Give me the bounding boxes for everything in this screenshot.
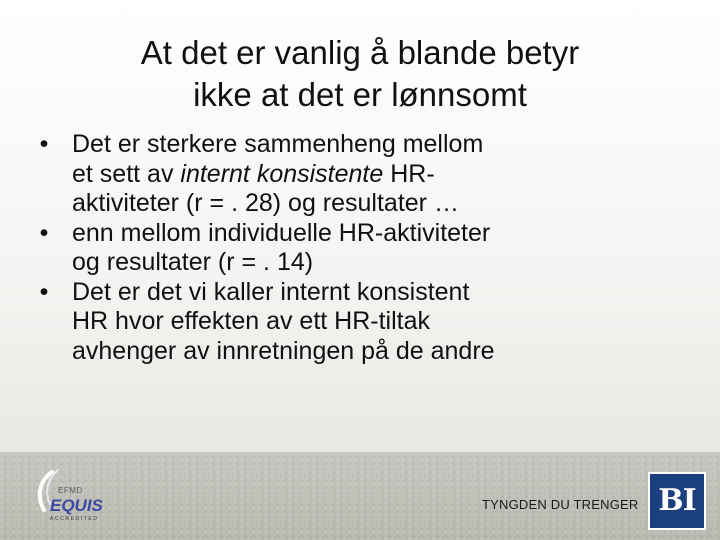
bullet-icon: • [39, 218, 49, 247]
bullet-list [34, 130, 694, 366]
bullet-1-line-2-text: et sett av [72, 159, 181, 188]
bullet-item-1 [34, 130, 694, 219]
slide-title [60, 32, 660, 116]
efmd-label: EFMD [58, 486, 83, 495]
bullet-1-line-2 [72, 160, 694, 190]
accredited-label: ACCREDITED [50, 516, 99, 522]
bullet-2-line-2: og resultater (r = . 14) [72, 248, 314, 276]
footer-bar [0, 452, 720, 540]
bullet-item-2 [34, 219, 694, 278]
bullet-icon: • [39, 277, 49, 306]
title-line-2: ikke at det er lønnsomt [193, 76, 527, 113]
bullet-3-line-2: HR hvor effekten av ett HR-tiltak [72, 307, 431, 335]
bullet-1-line-2-tail: HR- [383, 159, 435, 188]
equis-label: EQUIS [50, 496, 103, 515]
footer-slogan: TYNGDEN DU TRENGER [482, 497, 639, 512]
equis-logo [30, 466, 110, 528]
bi-logo-text: BI [658, 483, 696, 518]
bullet-3-line-1: Det er det vi kaller internt konsistent [72, 277, 470, 306]
bullet-2-line-1: enn mellom individuelle HR-aktiviteter [72, 218, 491, 247]
bullet-1-emphasis: internt konsistente [180, 159, 384, 188]
title-line-1: At det er vanlig å blande betyr [140, 34, 580, 71]
bullet-1-line-3: aktiviteter (r = . 28) og resultater … [72, 189, 459, 217]
bullet-item-3 [34, 278, 694, 367]
bullet-3-line-3: avhenger av innretningen på de andre [72, 336, 495, 365]
bullet-icon: • [39, 130, 49, 158]
bi-logo [648, 472, 706, 530]
bullet-1-line-1: Det er sterkere sammenheng mellom [72, 130, 484, 158]
